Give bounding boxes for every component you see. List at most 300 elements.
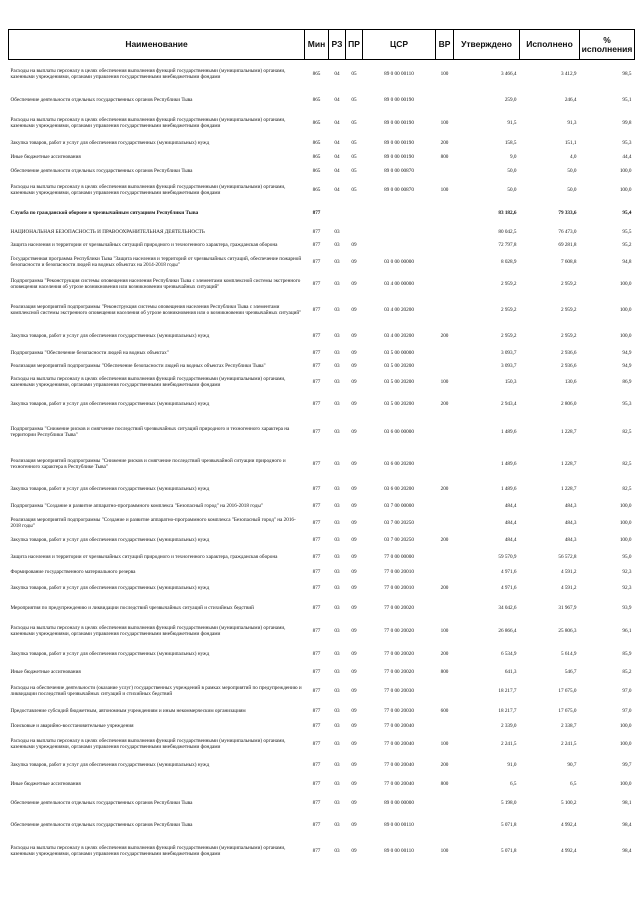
cell-min: 865 bbox=[312, 139, 321, 146]
cell-rz: 04 bbox=[334, 119, 340, 126]
cell-vr: 100 bbox=[440, 847, 449, 854]
cell-vr bbox=[436, 815, 454, 837]
cell-pr: 05 bbox=[351, 71, 357, 78]
table-row bbox=[9, 347, 635, 361]
cell-pr: 09 bbox=[351, 847, 357, 854]
cell-executed: 484,3 bbox=[564, 536, 577, 543]
table-row bbox=[9, 533, 635, 549]
cell-vr: 100 bbox=[440, 186, 449, 193]
cell-percent: 82,5 bbox=[622, 486, 632, 493]
cell-name: Расходы на выплаты персоналу в целях обеспечения выполнения функций государственными (муниципальными) органами, казенными учреждениями, органами управления государственными внебюджетными фондами bbox=[10, 116, 286, 129]
header-csr: ЦСР bbox=[363, 30, 436, 60]
cell-name: Закупка товаров, работ и услуг для обеспечения государственных (муниципальных) нужд bbox=[10, 486, 210, 493]
cell-vr: 800 bbox=[440, 780, 449, 787]
cell-executed: 50,0 bbox=[567, 186, 577, 193]
cell-name: Реализация мероприятий подпрограммы "Реконструкция системы оповещения населения Республики Тыва с элементами комплексной системы экстренного оповещения населения об угрозе возникновения или о возникновении чрезвычайных ситуаций" bbox=[10, 304, 302, 316]
cell-vr: 100 bbox=[440, 119, 449, 126]
cell-name: Иные бюджетные ассигнования bbox=[10, 780, 81, 787]
cell-name: Иные бюджетные ассигнования bbox=[10, 153, 81, 160]
table-row bbox=[9, 645, 635, 665]
cell-min: 877 bbox=[312, 628, 321, 635]
header-approved: Утверждено bbox=[454, 30, 520, 60]
cell-vr bbox=[436, 793, 454, 815]
cell-csr: 89 0 00 00110 bbox=[384, 821, 414, 828]
cell-approved: 2 943,4 bbox=[500, 400, 517, 407]
cell-name: Иные бюджетные ассигнования bbox=[10, 669, 81, 676]
cell-csr bbox=[363, 226, 436, 240]
cell-approved: 5 071,8 bbox=[500, 821, 517, 828]
cell-min: 877 bbox=[312, 605, 321, 612]
cell-name: Расходы на выплаты персоналу в целях обеспечения выполнения функций государственными (муниципальными) органами, казенными учреждениями, органами управления государственными внебюджетными фондами bbox=[10, 68, 286, 81]
cell-percent: 86,9 bbox=[622, 378, 632, 385]
cell-min: 877 bbox=[312, 486, 321, 493]
cell-pr: 09 bbox=[351, 553, 357, 560]
cell-percent: 95,4 bbox=[622, 210, 632, 217]
cell-min: 877 bbox=[312, 307, 321, 314]
cell-csr bbox=[363, 203, 436, 226]
cell-min: 877 bbox=[312, 536, 321, 543]
cell-vr bbox=[436, 240, 454, 252]
cell-csr: 77 0 00 20030 bbox=[384, 707, 414, 714]
table-row bbox=[9, 252, 635, 274]
cell-rz: 03 bbox=[334, 799, 340, 806]
table-row bbox=[9, 111, 635, 137]
cell-executed: 2 806,0 bbox=[560, 400, 577, 407]
cell-pr: 09 bbox=[351, 307, 357, 314]
cell-csr: 03 0 00 00000 bbox=[384, 258, 414, 265]
cell-min: 877 bbox=[312, 210, 321, 217]
cell-executed: 2 959,2 bbox=[560, 307, 577, 314]
cell-rz: 03 bbox=[334, 307, 340, 314]
cell-approved: 259,0 bbox=[504, 96, 517, 103]
cell-min: 877 bbox=[312, 258, 321, 265]
cell-rz: 03 bbox=[334, 669, 340, 676]
table-row bbox=[9, 793, 635, 815]
cell-vr bbox=[436, 417, 454, 449]
cell-executed: 2 241,5 bbox=[560, 740, 577, 747]
cell-percent: 94,8 bbox=[622, 258, 632, 265]
cell-csr: 03 6 00 00000 bbox=[384, 428, 414, 435]
cell-csr: 77 0 00 20040 bbox=[384, 740, 414, 747]
cell-vr bbox=[436, 226, 454, 240]
cell-vr bbox=[436, 91, 454, 111]
cell-approved: 2 241,5 bbox=[500, 740, 517, 747]
cell-executed: 484,3 bbox=[564, 502, 577, 509]
cell-percent: 100,0 bbox=[619, 519, 632, 526]
cell-csr: 03 7 00 20250 bbox=[384, 519, 414, 526]
cell-name: Подпрограмма "Создание и развитие аппаратно-программного комплекса "Безопасный город" на 2016-2018 годы" bbox=[10, 502, 263, 509]
cell-name: Обеспечение деятельности отдельных государственных органов Республики Тыва bbox=[10, 167, 193, 174]
cell-rz: 03 bbox=[334, 228, 340, 235]
cell-percent: 82,5 bbox=[622, 428, 632, 435]
table-body bbox=[9, 60, 635, 867]
cell-executed: 1 228,7 bbox=[560, 486, 577, 493]
cell-executed: 3 412,9 bbox=[560, 71, 577, 78]
cell-min: 877 bbox=[312, 669, 321, 676]
cell-approved: 158,5 bbox=[504, 139, 517, 146]
cell-name: Расходы на выплаты персоналу в целях обеспечения выполнения функций государственными (муниципальными) органами, казенными учреждениями, органами управления государственными внебюджетными фондами bbox=[10, 183, 286, 196]
cell-percent: 95,0 bbox=[622, 553, 632, 560]
cell-name: Реализация мероприятий подпрограммы "Создание и развитие аппаратно-программного комплекса "Безопасный город" на 2016-2018 годы" bbox=[10, 516, 296, 529]
cell-rz: 03 bbox=[334, 762, 340, 769]
cell-csr: 89 0 00 00110 bbox=[384, 847, 414, 854]
cell-executed: 4,0 bbox=[570, 153, 577, 160]
cell-name: Обеспечение деятельности отдельных государственных органов Республики Тыва bbox=[10, 799, 193, 806]
cell-vr: 200 bbox=[440, 400, 449, 407]
table-row bbox=[9, 203, 635, 226]
cell-csr: 03 4 00 20200 bbox=[384, 307, 414, 314]
cell-executed: 2 338,7 bbox=[560, 723, 577, 730]
cell-min: 877 bbox=[312, 650, 321, 657]
cell-rz: 03 bbox=[334, 847, 340, 854]
cell-name: Мероприятия по предупреждению и ликвидации последствий чрезвычайных ситуаций и стихийных бедствий bbox=[10, 605, 254, 612]
cell-name: Служба по гражданской обороне и чрезвычайным ситуациям Республики Тыва bbox=[10, 210, 199, 217]
cell-executed: 56 572,8 bbox=[558, 553, 577, 560]
table-row bbox=[9, 777, 635, 793]
cell-executed: 1 228,7 bbox=[560, 461, 577, 468]
cell-approved: 72 797,8 bbox=[498, 241, 517, 248]
cell-rz: 03 bbox=[334, 280, 340, 287]
cell-percent: 98,1 bbox=[622, 799, 632, 806]
table-row bbox=[9, 549, 635, 567]
cell-approved: 18 217,7 bbox=[498, 707, 517, 714]
table-row bbox=[9, 756, 635, 777]
cell-percent: 92,3 bbox=[622, 569, 632, 576]
cell-rz: 04 bbox=[334, 96, 340, 103]
cell-approved: 4 971,6 bbox=[500, 585, 517, 592]
table-row bbox=[9, 327, 635, 347]
cell-rz: 03 bbox=[334, 723, 340, 730]
table-row bbox=[9, 721, 635, 734]
cell-approved: 2 959,2 bbox=[500, 332, 517, 339]
cell-min: 877 bbox=[312, 707, 321, 714]
cell-min: 865 bbox=[312, 153, 321, 160]
cell-percent: 100,0 bbox=[619, 740, 632, 747]
header-pr: ПР bbox=[346, 30, 363, 60]
cell-csr: 77 0 00 20040 bbox=[384, 762, 414, 769]
cell-csr: 03 6 00 20200 bbox=[384, 486, 414, 493]
cell-min: 877 bbox=[312, 569, 321, 576]
cell-min: 877 bbox=[312, 362, 321, 369]
cell-pr: 09 bbox=[351, 400, 357, 407]
cell-name: Подпрограмма "Реконструкция системы оповещения населения Республики Тыва с элементами комплексной системы экстренного оповещения населения об угрозе возникновения или возникновении чрезвычайных ситуаций" bbox=[10, 277, 301, 290]
cell-vr bbox=[436, 361, 454, 373]
cell-vr bbox=[436, 274, 454, 296]
cell-pr: 09 bbox=[351, 461, 357, 468]
cell-name: Закупка товаров, работ и услуг для обеспечения государственных (муниципальных) нужд bbox=[10, 762, 210, 769]
cell-approved: 91,0 bbox=[507, 762, 517, 769]
cell-rz: 03 bbox=[334, 780, 340, 787]
cell-pr: 09 bbox=[351, 519, 357, 526]
header-name: Наименование bbox=[9, 30, 305, 60]
cell-csr: 89 0 00 00190 bbox=[384, 139, 414, 146]
cell-pr: 09 bbox=[351, 780, 357, 787]
cell-rz: 04 bbox=[334, 153, 340, 160]
table-row bbox=[9, 567, 635, 580]
cell-min: 877 bbox=[312, 585, 321, 592]
cell-min: 877 bbox=[312, 228, 321, 235]
cell-vr: 200 bbox=[440, 486, 449, 493]
cell-pr: 09 bbox=[351, 280, 357, 287]
cell-vr: 200 bbox=[440, 536, 449, 543]
cell-min: 877 bbox=[312, 502, 321, 509]
cell-name: Расходы на обеспечение деятельности (оказание услуг) государственных учреждений в рамках мероприятий по предупреждению и ликвидации последствий чрезвычайных ситуаций и стихийных бедствий bbox=[10, 685, 302, 697]
cell-pr: 09 bbox=[351, 821, 357, 828]
table-row bbox=[9, 165, 635, 179]
cell-pr: 09 bbox=[351, 362, 357, 369]
table-row bbox=[9, 151, 635, 165]
cell-pr: 09 bbox=[351, 762, 357, 769]
table-row bbox=[9, 373, 635, 393]
cell-pr: 09 bbox=[351, 378, 357, 385]
cell-approved: 83 182,6 bbox=[498, 210, 517, 217]
cell-approved: 34 042,6 bbox=[498, 605, 517, 612]
cell-approved: 484,4 bbox=[504, 519, 517, 526]
cell-min: 877 bbox=[312, 553, 321, 560]
cell-csr: 89 0 00 00190 bbox=[384, 119, 414, 126]
cell-pr: 05 bbox=[351, 139, 357, 146]
cell-percent: 98,4 bbox=[622, 847, 632, 854]
cell-min: 877 bbox=[312, 519, 321, 526]
cell-approved: 5 071,8 bbox=[500, 847, 517, 854]
cell-name: Обеспечение деятельности отдельных государственных органов Республики Тыва bbox=[10, 96, 193, 103]
cell-percent: 100,0 bbox=[619, 502, 632, 509]
cell-vr: 200 bbox=[440, 332, 449, 339]
cell-executed: 79 333,6 bbox=[558, 210, 577, 217]
table-row bbox=[9, 274, 635, 296]
cell-rz: 03 bbox=[334, 362, 340, 369]
cell-vr bbox=[436, 252, 454, 274]
cell-csr: 77 0 00 20030 bbox=[384, 688, 414, 695]
cell-executed: 31 967,9 bbox=[558, 605, 577, 612]
cell-min: 877 bbox=[312, 280, 321, 287]
cell-pr: 09 bbox=[351, 723, 357, 730]
cell-name: Расходы на выплаты персоналу в целях обеспечения выполнения функций государственными (муниципальными) органами, казенными учреждениями, органами управления государственными внебюджетными фондами bbox=[10, 375, 286, 388]
cell-csr: 77 0 00 20010 bbox=[384, 585, 414, 592]
cell-min: 877 bbox=[312, 241, 321, 248]
cell-min: 865 bbox=[312, 71, 321, 78]
cell-vr: 200 bbox=[440, 139, 449, 146]
cell-rz: 03 bbox=[334, 605, 340, 612]
cell-rz: 04 bbox=[334, 139, 340, 146]
table-row bbox=[9, 296, 635, 327]
cell-vr bbox=[436, 165, 454, 179]
cell-min: 877 bbox=[312, 461, 321, 468]
cell-pr: 09 bbox=[351, 258, 357, 265]
cell-csr: 03 5 00 20200 bbox=[384, 400, 414, 407]
cell-percent: 100,0 bbox=[619, 536, 632, 543]
table-row bbox=[9, 515, 635, 533]
cell-approved: 50,0 bbox=[507, 167, 517, 174]
cell-approved: 9,0 bbox=[510, 153, 517, 160]
table-row bbox=[9, 449, 635, 482]
cell-csr: 89 0 00 00190 bbox=[384, 153, 414, 160]
cell-percent: 100,0 bbox=[619, 723, 632, 730]
cell-approved: 4 971,6 bbox=[500, 569, 517, 576]
header-rz: РЗ bbox=[329, 30, 346, 60]
cell-rz: 03 bbox=[334, 821, 340, 828]
cell-pr: 09 bbox=[351, 799, 357, 806]
cell-approved: 3 093,7 bbox=[500, 349, 517, 356]
table-row bbox=[9, 837, 635, 867]
cell-approved: 8 028,9 bbox=[500, 258, 517, 265]
cell-executed: 1 228,7 bbox=[560, 428, 577, 435]
cell-vr bbox=[436, 347, 454, 361]
cell-name: Закупка товаров, работ и услуг для обеспечения государственных (муниципальных) нужд bbox=[10, 536, 210, 543]
cell-csr: 77 0 00 20020 bbox=[384, 669, 414, 676]
table-row bbox=[9, 682, 635, 703]
cell-min: 877 bbox=[312, 821, 321, 828]
cell-min: 877 bbox=[312, 762, 321, 769]
cell-name: Закупка товаров, работ и услуг для обеспечения государственных (муниципальных) нужд bbox=[10, 585, 210, 592]
cell-percent: 92,3 bbox=[622, 585, 632, 592]
cell-percent: 85,2 bbox=[622, 669, 632, 676]
cell-csr: 77 0 00 20020 bbox=[384, 605, 414, 612]
cell-rz: 03 bbox=[334, 707, 340, 714]
cell-percent: 95,5 bbox=[622, 228, 632, 235]
cell-percent: 85,9 bbox=[622, 650, 632, 657]
cell-rz: 03 bbox=[334, 585, 340, 592]
cell-approved: 6,5 bbox=[510, 780, 517, 787]
table-row bbox=[9, 393, 635, 417]
cell-percent: 98,5 bbox=[622, 71, 632, 78]
budget-table-container bbox=[8, 29, 634, 867]
cell-percent: 98,4 bbox=[622, 821, 632, 828]
cell-approved: 484,4 bbox=[504, 502, 517, 509]
table-row bbox=[9, 734, 635, 756]
cell-percent: 100,0 bbox=[619, 186, 632, 193]
cell-pr: 09 bbox=[351, 585, 357, 592]
cell-approved: 91,5 bbox=[507, 119, 517, 126]
cell-percent: 94,9 bbox=[622, 349, 632, 356]
table-row bbox=[9, 361, 635, 373]
cell-percent: 95,3 bbox=[622, 400, 632, 407]
cell-approved: 150,3 bbox=[504, 378, 517, 385]
cell-pr: 09 bbox=[351, 650, 357, 657]
cell-vr: 100 bbox=[440, 628, 449, 635]
table-row bbox=[9, 580, 635, 599]
cell-executed: 7 608,8 bbox=[560, 258, 577, 265]
cell-name: Государственная программа Республики Тыва "Защита населения и территорий от чрезвычайных ситуаций, обеспечение пожарной безопасности и безопасности людей на водных объектах на 2014-2018 годы" bbox=[10, 255, 302, 268]
table-row bbox=[9, 815, 635, 837]
cell-percent: 95,2 bbox=[622, 241, 632, 248]
cell-rz: 03 bbox=[334, 688, 340, 695]
cell-rz: 03 bbox=[334, 241, 340, 248]
cell-min: 877 bbox=[312, 428, 321, 435]
cell-rz: 03 bbox=[334, 519, 340, 526]
cell-pr: 05 bbox=[351, 186, 357, 193]
cell-csr: 03 4 00 20200 bbox=[384, 332, 414, 339]
cell-min: 877 bbox=[312, 740, 321, 747]
cell-rz: 03 bbox=[334, 740, 340, 747]
cell-vr bbox=[436, 549, 454, 567]
cell-approved: 1 489,6 bbox=[500, 486, 517, 493]
cell-min: 865 bbox=[312, 96, 321, 103]
table-row bbox=[9, 240, 635, 252]
cell-vr: 200 bbox=[440, 650, 449, 657]
cell-percent: 100,0 bbox=[619, 307, 632, 314]
cell-pr: 05 bbox=[351, 167, 357, 174]
cell-executed: 151,1 bbox=[564, 139, 577, 146]
cell-pr: 05 bbox=[351, 96, 357, 103]
cell-name: Закупка товаров, работ и услуг для обеспечения государственных (муниципальных) нужд bbox=[10, 332, 210, 339]
cell-rz bbox=[329, 203, 346, 226]
cell-executed: 2 959,2 bbox=[560, 332, 577, 339]
cell-name: Формирование государственного материального резерва bbox=[10, 569, 136, 576]
cell-percent: 95,1 bbox=[622, 96, 632, 103]
table-row bbox=[9, 226, 635, 240]
cell-executed: 4 992,4 bbox=[560, 821, 577, 828]
header-executed: Исполнено bbox=[520, 30, 580, 60]
cell-pr: 09 bbox=[351, 536, 357, 543]
cell-pr: 09 bbox=[351, 628, 357, 635]
cell-rz: 03 bbox=[334, 536, 340, 543]
cell-min: 865 bbox=[312, 167, 321, 174]
cell-rz: 03 bbox=[334, 569, 340, 576]
cell-name: Закупка товаров, работ и услуг для обеспечения государственных (муниципальных) нужд bbox=[10, 139, 210, 146]
cell-approved: 2 339,0 bbox=[500, 723, 517, 730]
cell-csr bbox=[363, 240, 436, 252]
cell-vr: 100 bbox=[440, 378, 449, 385]
cell-csr: 77 0 00 00000 bbox=[384, 553, 414, 560]
cell-approved: 2 959,2 bbox=[500, 307, 517, 314]
cell-min: 877 bbox=[312, 349, 321, 356]
table-row bbox=[9, 599, 635, 620]
cell-name: Защита населения и территории от чрезвычайных ситуаций природного и техногенного характера, гражданская оборона bbox=[10, 553, 278, 560]
cell-min: 877 bbox=[312, 378, 321, 385]
cell-percent: 100,0 bbox=[619, 332, 632, 339]
cell-vr bbox=[436, 203, 454, 226]
cell-csr: 03 5 00 20200 bbox=[384, 362, 414, 369]
cell-csr: 77 0 00 20020 bbox=[384, 650, 414, 657]
cell-executed: 69 281,8 bbox=[558, 241, 577, 248]
table-row bbox=[9, 482, 635, 499]
cell-csr: 03 7 00 00000 bbox=[384, 502, 414, 509]
cell-min: 877 bbox=[312, 847, 321, 854]
cell-pr: 09 bbox=[351, 349, 357, 356]
cell-rz: 03 bbox=[334, 332, 340, 339]
cell-executed: 2 936,6 bbox=[560, 349, 577, 356]
table-row bbox=[9, 703, 635, 721]
header-percent: % исполнения bbox=[580, 30, 635, 60]
cell-vr: 200 bbox=[440, 762, 449, 769]
cell-min: 865 bbox=[312, 186, 321, 193]
cell-csr: 03 6 00 20200 bbox=[384, 461, 414, 468]
cell-csr: 03 5 00 00000 bbox=[384, 349, 414, 356]
cell-percent: 82,5 bbox=[622, 461, 632, 468]
cell-executed: 5 614,9 bbox=[560, 650, 577, 657]
cell-vr: 100 bbox=[440, 740, 449, 747]
cell-executed: 17 675,0 bbox=[558, 688, 577, 695]
cell-percent: 97,0 bbox=[622, 688, 632, 695]
cell-name: Закупка товаров, работ и услуг для обеспечения государственных (муниципальных) нужд bbox=[10, 400, 210, 407]
cell-approved: 6 534,9 bbox=[500, 650, 517, 657]
cell-rz: 03 bbox=[334, 258, 340, 265]
cell-csr: 89 0 00 00190 bbox=[384, 96, 414, 103]
cell-min: 877 bbox=[312, 780, 321, 787]
cell-approved: 80 042,5 bbox=[498, 228, 517, 235]
cell-approved: 59 570,9 bbox=[498, 553, 517, 560]
cell-name: НАЦИОНАЛЬНАЯ БЕЗОПАСНОСТЬ И ПРАВООХРАНИТЕЛЬНАЯ ДЕЯТЕЛЬНОСТЬ bbox=[10, 228, 205, 235]
cell-vr bbox=[436, 449, 454, 482]
cell-percent: 94,9 bbox=[622, 362, 632, 369]
cell-percent: 95,3 bbox=[622, 139, 632, 146]
cell-vr bbox=[436, 599, 454, 620]
cell-executed: 50,0 bbox=[567, 167, 577, 174]
cell-approved: 3 093,7 bbox=[500, 362, 517, 369]
cell-vr: 800 bbox=[440, 153, 449, 160]
cell-vr bbox=[436, 296, 454, 327]
